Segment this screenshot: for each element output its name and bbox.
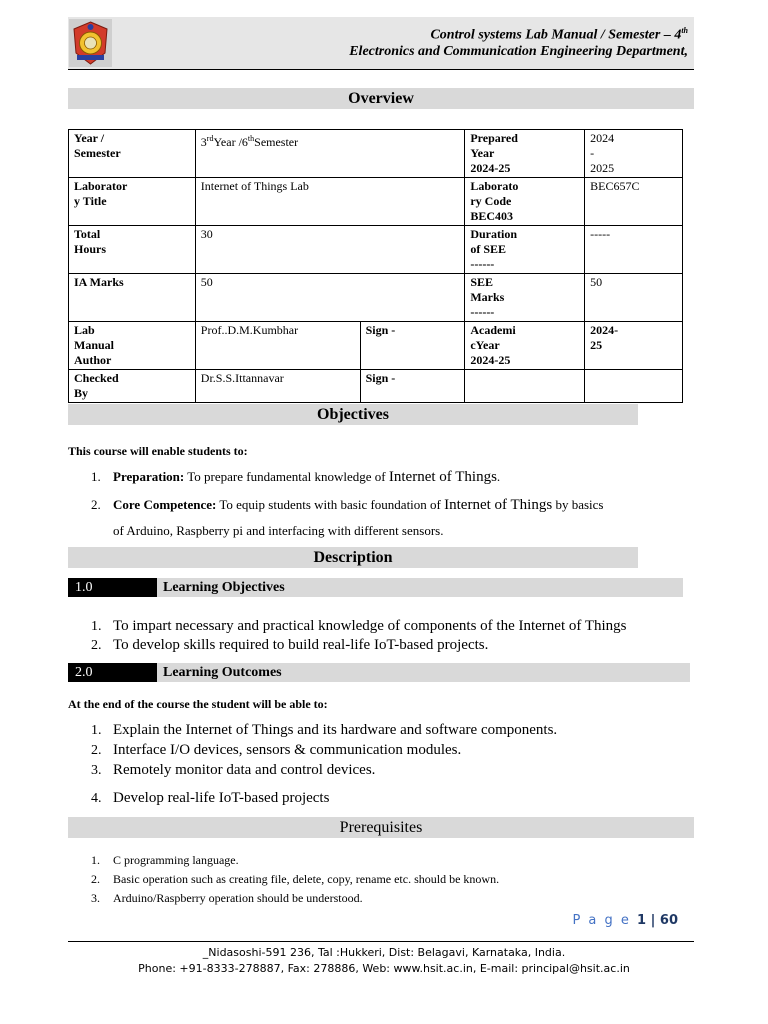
table-cell: Duration of SEE ------ xyxy=(465,226,585,274)
list-item: 1. C programming language. xyxy=(91,853,239,867)
overview-heading: Overview xyxy=(68,88,694,109)
table-cell: Sign - xyxy=(360,370,465,403)
table-cell: Laborato ry Code BEC403 xyxy=(465,178,585,226)
objectives-heading: Objectives xyxy=(68,404,638,425)
table-cell xyxy=(585,370,683,403)
table-cell: Prof..D.M.Kumbhar xyxy=(195,322,360,370)
table-cell: Academi cYear 2024-25 xyxy=(465,322,585,370)
table-cell: Total Hours xyxy=(69,226,196,274)
page-header xyxy=(68,17,694,70)
list-item: 2. To develop skills required to build real-life IoT-based projects. xyxy=(91,637,489,653)
college-logo-icon xyxy=(69,19,112,67)
table-row xyxy=(69,370,683,403)
table-row xyxy=(69,130,683,178)
list-item: 2. Basic operation such as creating file, delete, copy, rename etc. should be known. xyxy=(91,872,500,886)
table-cell: 50 xyxy=(585,274,683,322)
table-cell: 50 xyxy=(195,274,465,322)
table-cell: Prepared Year 2024-25 xyxy=(465,130,585,178)
table-cell: BEC657C xyxy=(585,178,683,226)
table-cell: Internet of Things Lab xyxy=(195,178,465,226)
footer-address: _Nidasoshi-591 236, Tal :Hukkeri, Dist: Belagavi, Karnataka, India. xyxy=(202,946,566,959)
table-cell: ----- xyxy=(585,226,683,274)
list-item: 2. Core Competence: To equip students with basic foundation of Internet of Things by basics xyxy=(91,497,604,513)
table-row xyxy=(69,274,683,322)
outcomes-intro: At the end of the course the student will be able to: xyxy=(68,697,328,711)
table-cell: Dr.S.S.Ittannavar xyxy=(195,370,360,403)
table-cell: 3rdYear /6thSemester xyxy=(195,130,465,178)
table-cell: Checked By xyxy=(69,370,196,403)
table-row xyxy=(69,226,683,274)
description-heading: Description xyxy=(68,547,638,568)
table-cell: 2024 - 2025 xyxy=(585,130,683,178)
list-item: 3. Arduino/Raspberry operation should be understood. xyxy=(91,891,363,905)
table-row xyxy=(69,178,683,226)
list-item: 4. Develop real-life IoT-based projects xyxy=(91,790,330,806)
table-cell: Lab Manual Author xyxy=(69,322,196,370)
list-item: 2. Interface I/O devices, sensors & communication modules. xyxy=(91,742,462,758)
prerequisites-heading: Prerequisites xyxy=(68,817,694,838)
list-item: 1. To impart necessary and practical knowledge of components of the Internet of Things xyxy=(91,618,627,634)
footer-divider xyxy=(68,941,694,942)
table-cell: SEE Marks ------ xyxy=(465,274,585,322)
table-cell: Sign - xyxy=(360,322,465,370)
section-title: Learning Objectives xyxy=(157,578,683,597)
table-cell: 30 xyxy=(195,226,465,274)
table-cell: 2024- 25 xyxy=(585,322,683,370)
table-cell: IA Marks xyxy=(69,274,196,322)
table-cell: Year / Semester xyxy=(69,130,196,178)
table-cell: Laborator y Title xyxy=(69,178,196,226)
header-title-line2: Electronics and Communication Engineering Department, xyxy=(349,44,688,59)
section-number: 1.0 xyxy=(68,578,157,597)
list-item-continuation: of Arduino, Raspberry pi and interfacing with different sensors. xyxy=(113,523,444,538)
list-item: 1. Preparation: To prepare fundamental knowledge of Internet of Things. xyxy=(91,469,501,485)
page-number: P a g e 1 | 60 xyxy=(572,913,678,928)
footer-contact: Phone: +91-8333-278887, Fax: 278886, Web: www.hsit.ac.in, E-mail: principal@hsit.ac.in xyxy=(138,962,630,975)
table-cell xyxy=(465,370,585,403)
list-item: 1. Explain the Internet of Things and its hardware and software components. xyxy=(91,722,558,738)
section-number: 2.0 xyxy=(68,663,157,682)
header-title-line1: Control systems Lab Manual / Semester – 4th xyxy=(430,26,688,43)
overview-table xyxy=(68,129,683,403)
table-row xyxy=(69,322,683,370)
list-item: 3. Remotely monitor data and control devices. xyxy=(91,762,376,778)
section-title: Learning Outcomes xyxy=(157,663,690,682)
objectives-intro: This course will enable students to: xyxy=(68,444,248,458)
